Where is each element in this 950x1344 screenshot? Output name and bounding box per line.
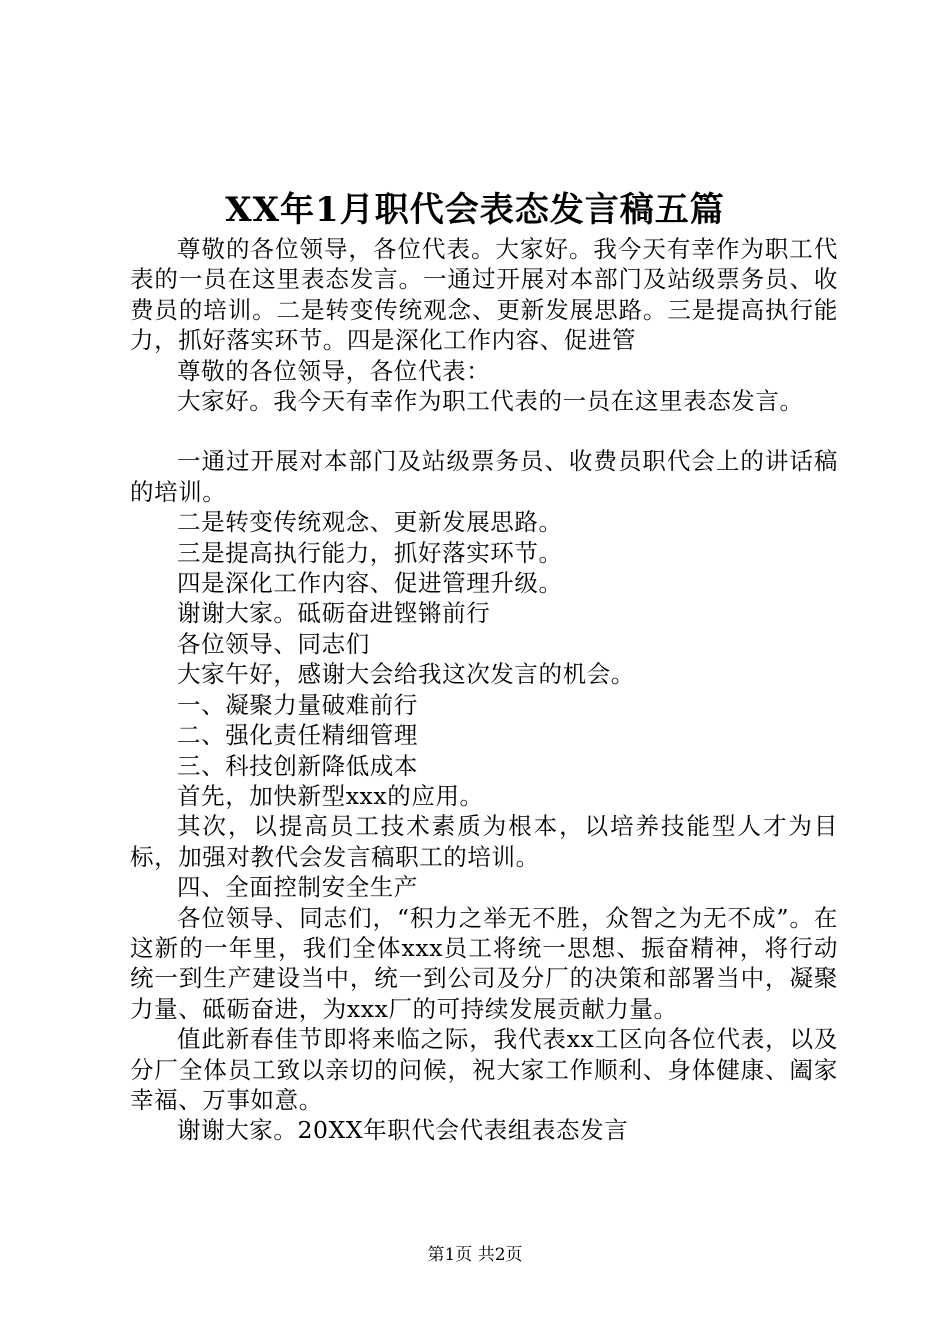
page-number: 第1页 共2页 [427, 1245, 523, 1265]
paragraph: 首先，加快新型xxx的应用。 [177, 781, 484, 810]
blank-line [130, 416, 838, 446]
paragraph: 尊敬的各位领导，各位代表： [177, 356, 491, 385]
paragraph: 四是深化工作内容、促进管理升级。 [177, 569, 563, 598]
paragraph: 大家午好，感谢大会给我这次发言的机会。 [177, 660, 635, 689]
paragraph: 四、全面控制安全生产 [177, 873, 418, 902]
paragraph: 三、科技创新降低成本 [177, 751, 418, 780]
paragraph: 各位领导、同志们，“积力之举无不胜，众智之为无不成”。在这新的一年里，我们全体xxx员工将统一思想、振奋精神，将行动统一到生产建设当中，统一到公司及分厂的决策和部署当中，凝聚力量、砥砺奋进，为xxx厂的可持续发展贡献力量。 [130, 903, 838, 1023]
paragraph: 一通过开展对本部门及站级票务员、收费员职代会上的讲话稿的培训。 [130, 447, 838, 506]
document-title: XX年1月职代会表态发言稿五篇 [225, 190, 725, 230]
paragraph: 谢谢大家。砥砺奋进铿锵前行 [177, 599, 491, 628]
paragraph: 一、凝聚力量破难前行 [177, 690, 418, 719]
paragraph: 其次，以提高员工技术素质为根本，以培养技能型人才为目标，加强对教代会发言稿职工的培训。 [130, 812, 838, 871]
paragraph: 二、强化责任精细管理 [177, 721, 418, 750]
paragraph: 值此新春佳节即将来临之际，我代表xx工区向各位代表，以及分厂全体员工致以亲切的问候，祝大家工作顺利、身体健康、阖家幸福、万事如意。 [130, 1025, 838, 1114]
paragraph: 尊敬的各位领导，各位代表。大家好。我今天有幸作为职工代表的一员在这里表态发言。一通过开展对本部门及站级票务员、收费员的培训。二是转变传统观念、更新发展思路。三是提高执行能力，抓好落实环节。四是深化工作内容、促进管 [130, 235, 838, 355]
paragraph: 各位领导、同志们 [177, 629, 370, 658]
document-body [130, 234, 838, 1146]
paragraph: 二是转变传统观念、更新发展思路。 [177, 508, 563, 537]
paragraph: 谢谢大家。20XX年职代会代表组表态发言 [177, 1116, 629, 1145]
paragraph: 大家好。我今天有幸作为职工代表的一员在这里表态发言。 [177, 387, 804, 416]
paragraph: 三是提高执行能力，抓好落实环节。 [177, 538, 563, 567]
